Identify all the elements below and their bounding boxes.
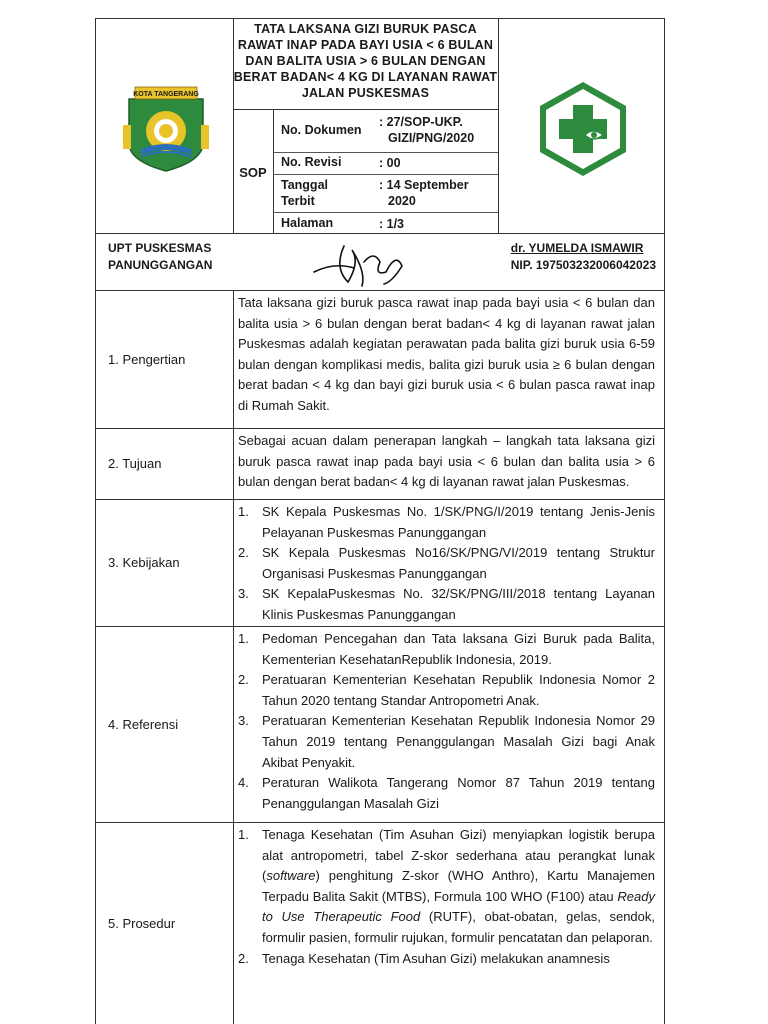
meta-row-no-revisi (273, 152, 498, 175)
handwritten-signature (304, 232, 424, 290)
sop-document (95, 18, 665, 1024)
head-of-puskesmas (511, 240, 656, 274)
section-label: 3. Kebijakan (96, 499, 234, 626)
section-label: 4. Referensi (96, 626, 234, 822)
unit-name: UPT PUSKESMAS PANUNGGANGAN (108, 241, 213, 272)
list-item: 4. Peraturan Walikota Tangerang Nomor 87 Tahun 2019 tentang Penanggulangan Masalah Gizi (238, 775, 655, 811)
section-body: Tata laksana gizi buruk pasca rawat inap pada bayi usia < 6 bulan dan balita usia > 6 bulan dengan berat badan< 4 kg di layanan rawat jalan Puskesmas adalah kegiatan perawatan pada balita gizi buruk usia 6-59 bulan dengan komplikasi medis, balita gizi buruk usia ≥ 6 bulan dengan berat badan < 4 kg dan bayi gizi buruk usia < 6 bulan pasca rawat inap di Rumah Sakit. (238, 295, 655, 413)
section-label: 1. Pengertian (96, 290, 234, 428)
meta-value: : 00 (379, 156, 401, 170)
section-pengertian (96, 290, 664, 429)
section-prosedur (96, 822, 664, 1024)
puskesmas-logo-cell (498, 19, 665, 233)
section-label: 5. Prosedur (96, 822, 234, 1024)
section-kebijakan (96, 499, 664, 627)
meta-value: : 1/3 (379, 217, 405, 231)
section-body (238, 629, 655, 814)
meta-key: Tanggal Terbit (281, 178, 328, 208)
logo-lettering: KOTA TANGERANG (133, 91, 199, 98)
meta-value: : 14 September 2020 (379, 178, 469, 208)
document-header (96, 18, 664, 234)
puskesmas-logo (533, 79, 633, 179)
list-item: 2. Tenaga Kesehatan (Tim Asuhan Gizi) melakukan anamnesis (238, 950, 610, 966)
meta-row-halaman (273, 212, 498, 234)
section-tujuan (96, 428, 664, 500)
head-name: dr. YUMELDA ISMAWIR (510, 241, 644, 255)
meta-value: : 27/SOP-UKP. GIZI/PNG/2020 (379, 115, 475, 145)
meta-row-tanggal-terbit (273, 174, 498, 213)
city-logo-cell (96, 19, 234, 233)
section-body (238, 502, 655, 626)
section-label: 2. Tujuan (96, 428, 234, 499)
list-item: 3. Peratuaran Kementerian Kesehatan Republik Indonesia Nomor 29 Tahun 2019 tentang Penanggulangan Masalah Gizi bagi Anak Akibat Penyakit. (238, 713, 655, 770)
list-item: 2. SK Kepala Puskesmas No16/SK/PNG/VI/2019 tentang Struktur Organisasi Puskesmas Panunggangan (238, 545, 655, 581)
list-item: 1. Tenaga Kesehatan (Tim Asuhan Gizi) menyiapkan logistik berupa alat antropometri, tabel Z-skor sederhana atau perangkat lunak (software) penghitung Z-skor (WHO Anthro), Kartu Manajemen Terpadu Balita Sakit (MTBS), Formula 100 WHO (F100) atau Ready to Use Therapeutic Food (RUTF), obat-obatan, gelas, sendok, formulir pasien, formulir rujukan, formulir pencatatan dan pelaporan. (238, 827, 655, 945)
sop-label: SOP (233, 109, 274, 234)
list-item: 1. SK Kepala Puskesmas No. 1/SK/PNG/I/2019 tentang Jenis-Jenis Pelayanan Puskesmas Panunggangan (238, 504, 655, 540)
list-item: 1. Pedoman Pencegahan dan Tata laksana Gizi Buruk pada Balita, Kementerian KesehatanRepublik Indonesia, 2019. (238, 631, 655, 667)
section-referensi (96, 626, 664, 823)
signature-row (96, 232, 664, 291)
section-body (238, 825, 655, 969)
meta-key: Halaman (281, 216, 334, 230)
document-metadata (273, 109, 498, 234)
document-title: TATA LAKSANA GIZI BURUK PASCA RAWAT INAP PADA BAYI USIA < 6 BULAN DAN BALITA USIA > 6 BULAN DENGAN BERAT BADAN< 4 KG DI LAYANAN RAWAT JALAN PUSKESMAS (233, 22, 498, 100)
meta-key: No. Dokumen (281, 123, 362, 137)
list-item: 2. Peratuaran Kementerian Kesehatan Republik Indonesia Nomor 2 Tahun 2020 tentang Standar Antropometri Anak. (238, 672, 655, 708)
kota-tangerang-logo (121, 81, 211, 173)
section-body: Sebagai acuan dalam penerapan langkah – langkah tata laksana gizi buruk pasca rawat inap pada bayi usia < 6 bulan dan balita usia > 6 bulan dengan berat badan< 4 kg di layanan rawat jalan Puskesmas. (238, 433, 655, 490)
list-item: 3. SK KepalaPuskesmas No. 32/SK/PNG/III/2018 tentang Layanan Klinis Puskesmas Panunggangan (238, 586, 655, 622)
head-nip: NIP. 197503232006042023 (510, 258, 656, 272)
meta-key: No. Revisi (281, 155, 342, 169)
meta-row-no-dokumen (273, 110, 498, 153)
